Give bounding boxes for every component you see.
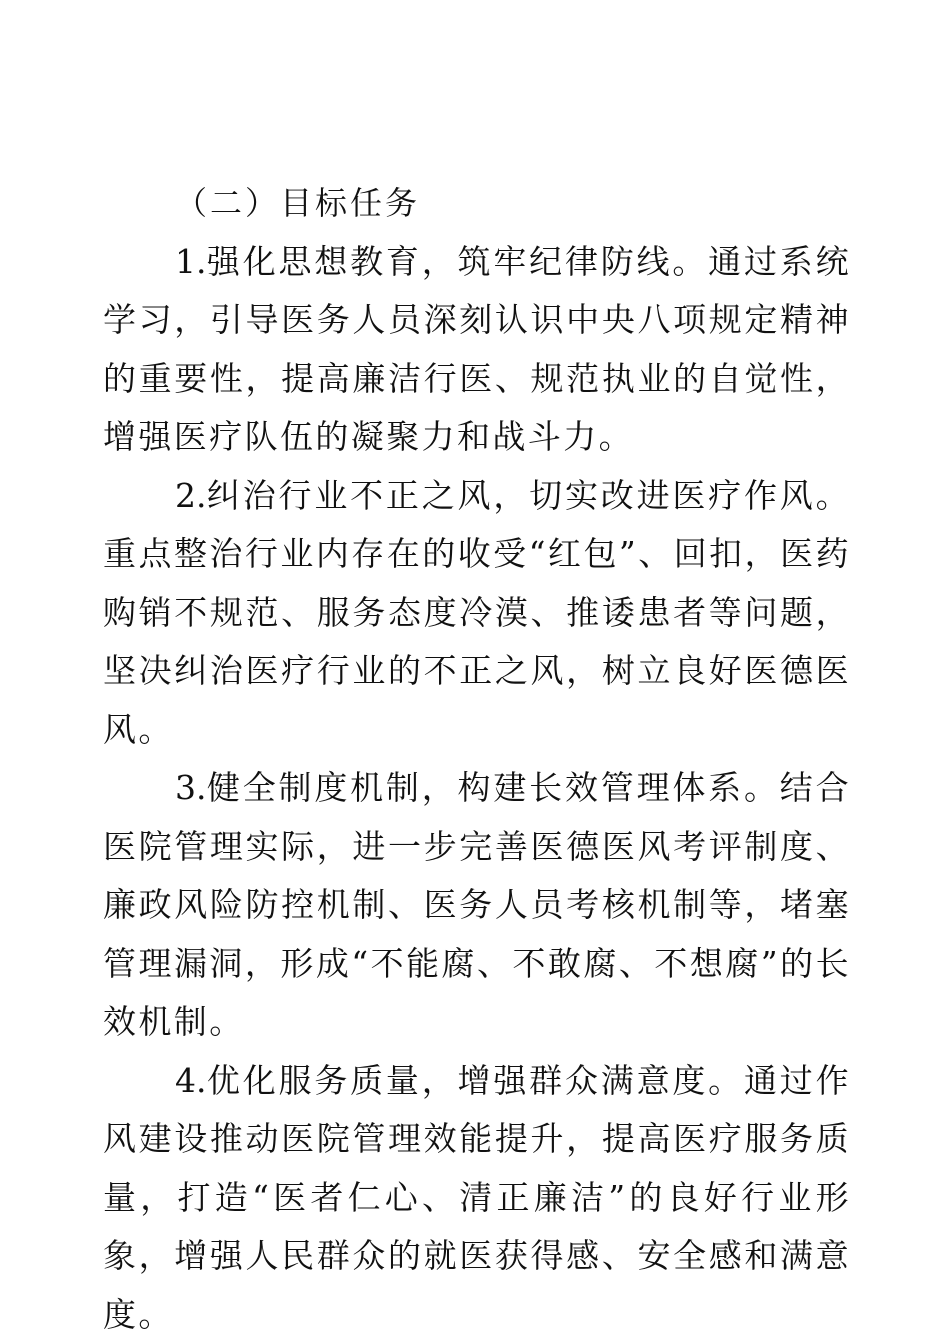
task-paragraph-2 (103, 467, 851, 760)
task-paragraph-1 (103, 233, 851, 467)
task-text: 健全制度机制，构建长效管理体系。结合医院管理实际，进一步完善医德医风考评制度、廉政风险防控机制、医务人员考核机制等，堵塞管理漏洞，形成“不能腐、不敢腐、不想腐”的长效机制。 (103, 768, 851, 1041)
task-paragraph-3 (103, 759, 851, 1052)
task-number: 1. (175, 241, 207, 281)
task-paragraph-4 (103, 1052, 851, 1344)
task-text: 优化服务质量，增强群众满意度。通过作风建设推动医院管理效能提升，提高医疗服务质量，打造“医者仁心、清正廉洁”的良好行业形象，增强人民群众的就医获得感、安全感和满意度。 (103, 1060, 851, 1334)
task-number: 4. (175, 1060, 207, 1100)
document-body (103, 174, 851, 1344)
task-text: 强化思想教育，筑牢纪律防线。通过系统学习，引导医务人员深刻认识中央八项规定精神的重要性，提高廉洁行医、规范执业的自觉性，增强医疗队伍的凝聚力和战斗力。 (103, 241, 851, 456)
task-number: 3. (175, 768, 207, 807)
section-heading: （二）目标任务 (175, 184, 421, 222)
task-text: 纠治行业不正之风，切实改进医疗作风。重点整治行业内存在的收受“红包”、回扣，医药购销不规范、服务态度冷漠、推诿患者等问题，坚决纠治医疗行业的不正之风，树立良好医德医风。 (103, 475, 851, 749)
task-number: 2. (175, 475, 207, 515)
